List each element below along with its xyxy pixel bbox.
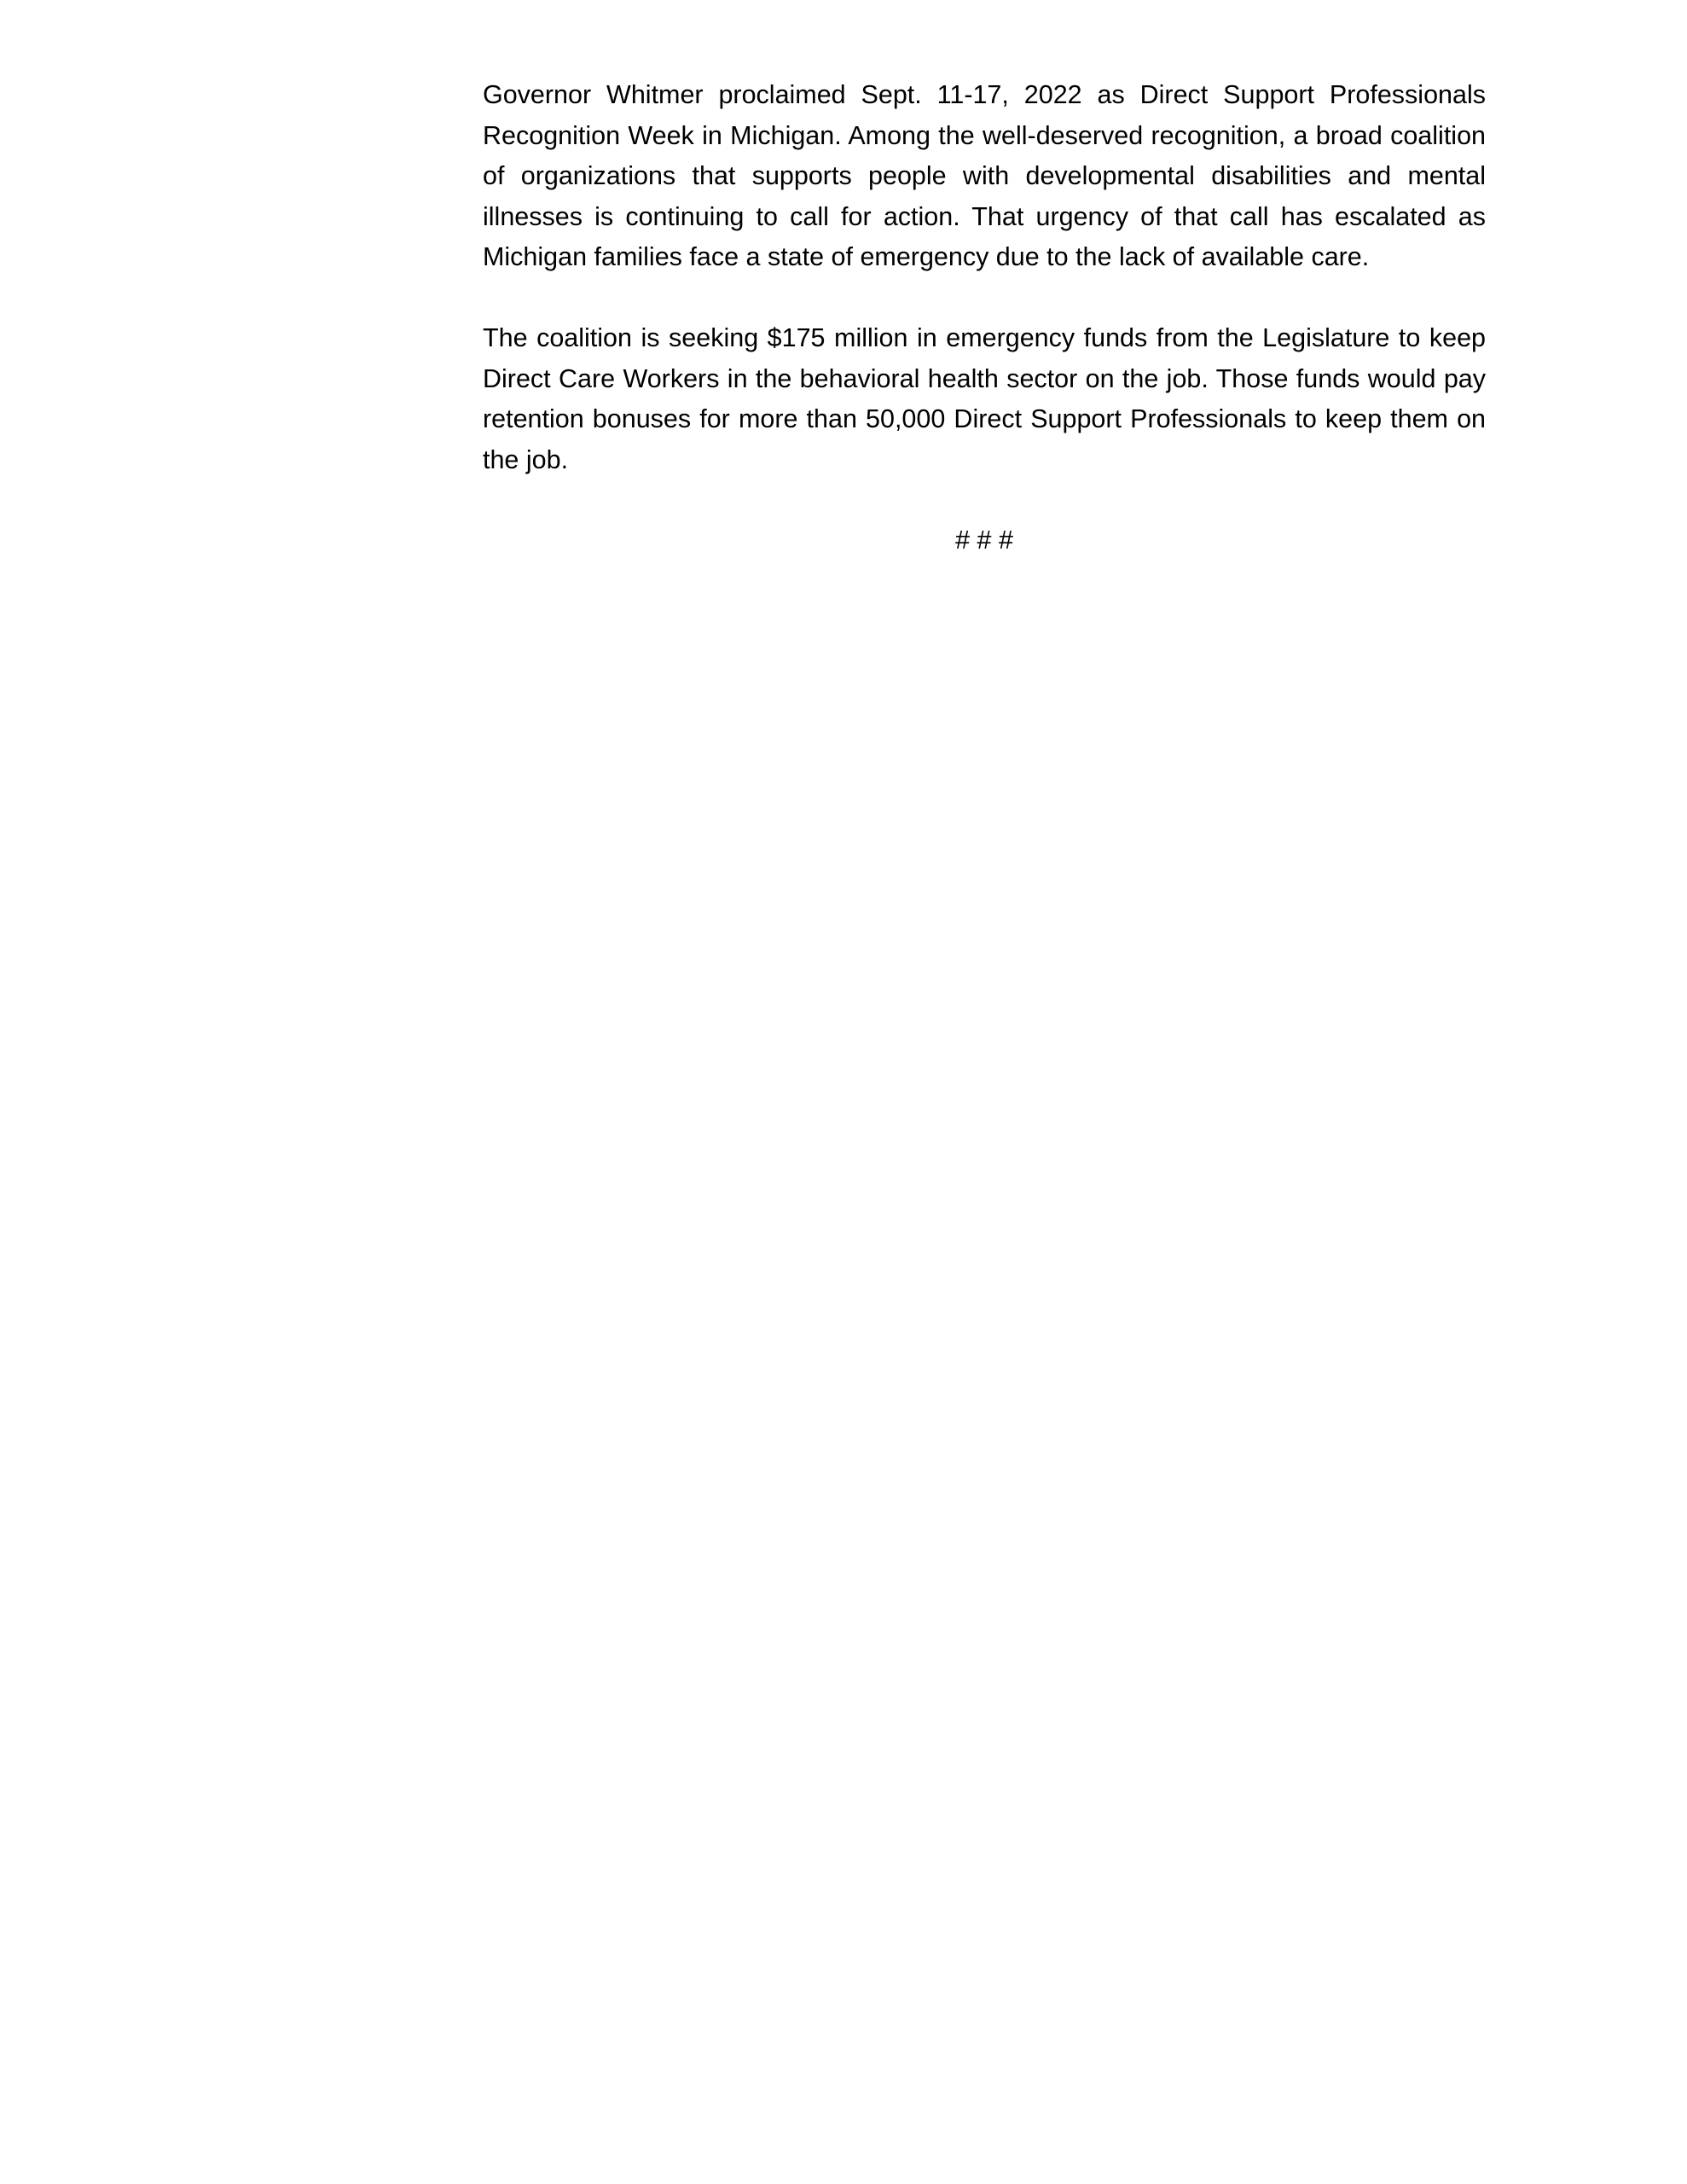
end-of-release-marker: # # # [955,526,1013,555]
paragraph-emergency-funds: The coalition is seeking $175 million in emergency funds from the Legislature to keep Direct Care Workers in the behavioral health sector on the job. Those funds would pay retention bonuses for more than 50,000 Direct Support Professionals to keep them on the job. [483,322,1486,474]
paragraph-proclamation: Governor Whitmer proclaimed Sept. 11-17, 2022 as Direct Support Professionals Recognition Week in Michigan. Among the well-deserved recognition, a broad coalition of organizations that supports people with developmental disabilities and mental illnesses is continuing to call for action. That urgency of that call has escalated as Michigan families face a state of emergency due to the lack of available care. [483,80,1486,272]
document-body [483,75,1486,561]
